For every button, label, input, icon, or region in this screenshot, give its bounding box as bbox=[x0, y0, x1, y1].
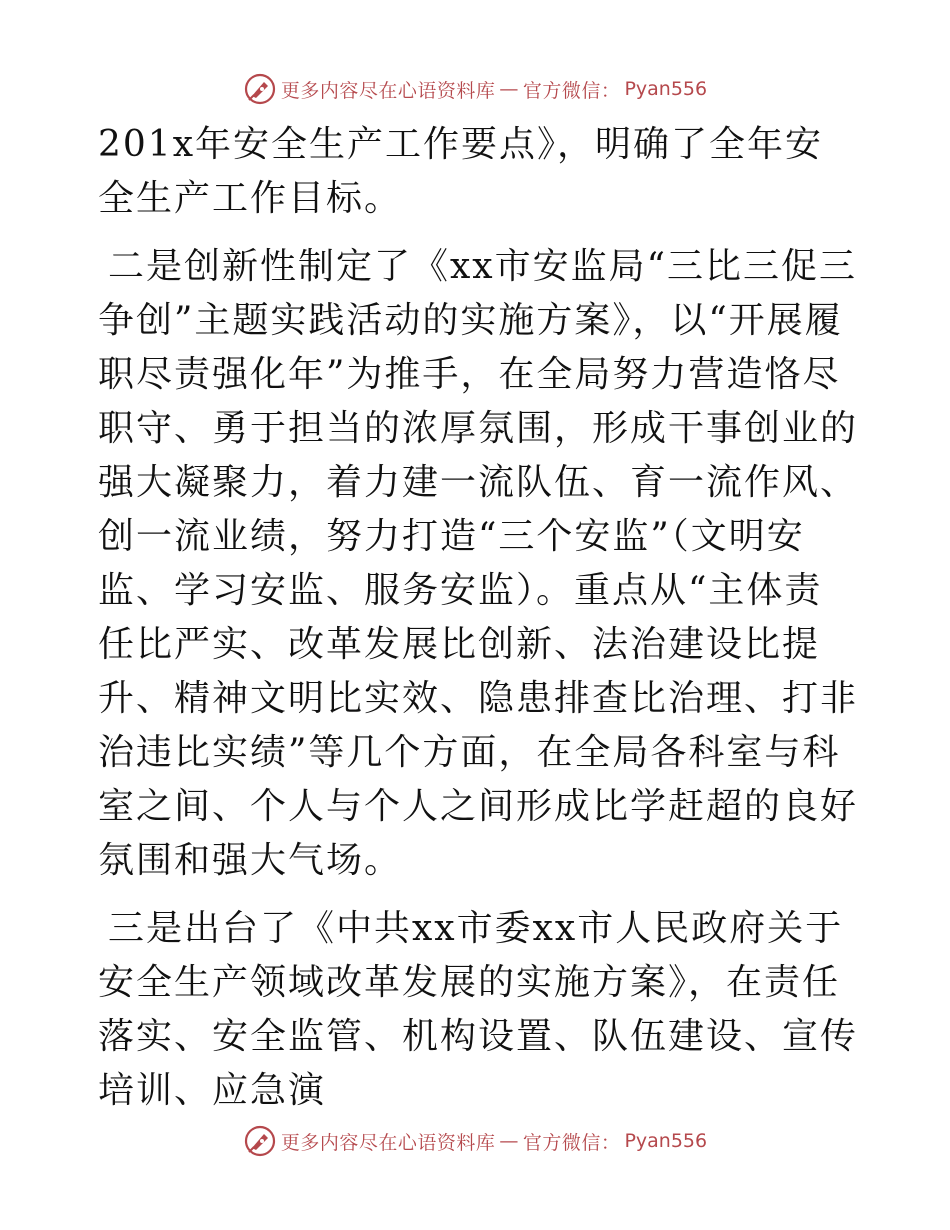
watermark-account-label: 官方微信： bbox=[522, 1131, 621, 1154]
document-body bbox=[98, 118, 858, 1118]
paragraph-1: 201x年安全生产工作要点》，明确了全年安全生产工作目标。 bbox=[98, 124, 824, 219]
watermark-account-id: Pyan556 bbox=[624, 78, 708, 100]
paragraph-3: 三是出台了《中共xx市委xx市人民政府关于安全生产领域改革发展的实施方案》，在责任落实、安全监管、机构设置、队伍建设、宣传培训、应急演 bbox=[98, 908, 859, 1111]
header-watermark bbox=[0, 72, 950, 106]
watermark-separator: — bbox=[499, 78, 519, 100]
paragraph-2: 二是创新性制定了《xx市安监局“三比三促三争创”主题实践活动的实施方案》，以“开展履职尽责强化年”为推手，在全局努力营造恪尽职守、勇于担当的浓厚氛围，形成干事创业的强大凝聚力，着力建一流队伍、育一流作风、创一流业绩，努力打造“三个安监”（文明安监、学习安监、服务安监）。重点从“主体责任比严实、改革发展比创新、法治建设比提升、精神文明比实效、隐患排查比治理、打非治违比实绩”等几个方面，在全局各科室与科室之间、个人与个人之间形成比学赶超的良好氛围和强大气场。 bbox=[98, 246, 859, 881]
pen-nib-circle-icon bbox=[243, 72, 277, 106]
footer-watermark bbox=[0, 1124, 950, 1158]
watermark-account-id: Pyan556 bbox=[624, 1130, 708, 1152]
watermark-account-label: 官方微信： bbox=[522, 79, 621, 102]
watermark-text: 更多内容尽在心语资料库 bbox=[280, 79, 496, 102]
watermark-separator: — bbox=[499, 1130, 519, 1152]
pen-nib-circle-icon bbox=[243, 1124, 277, 1158]
watermark-text: 更多内容尽在心语资料库 bbox=[280, 1131, 496, 1154]
